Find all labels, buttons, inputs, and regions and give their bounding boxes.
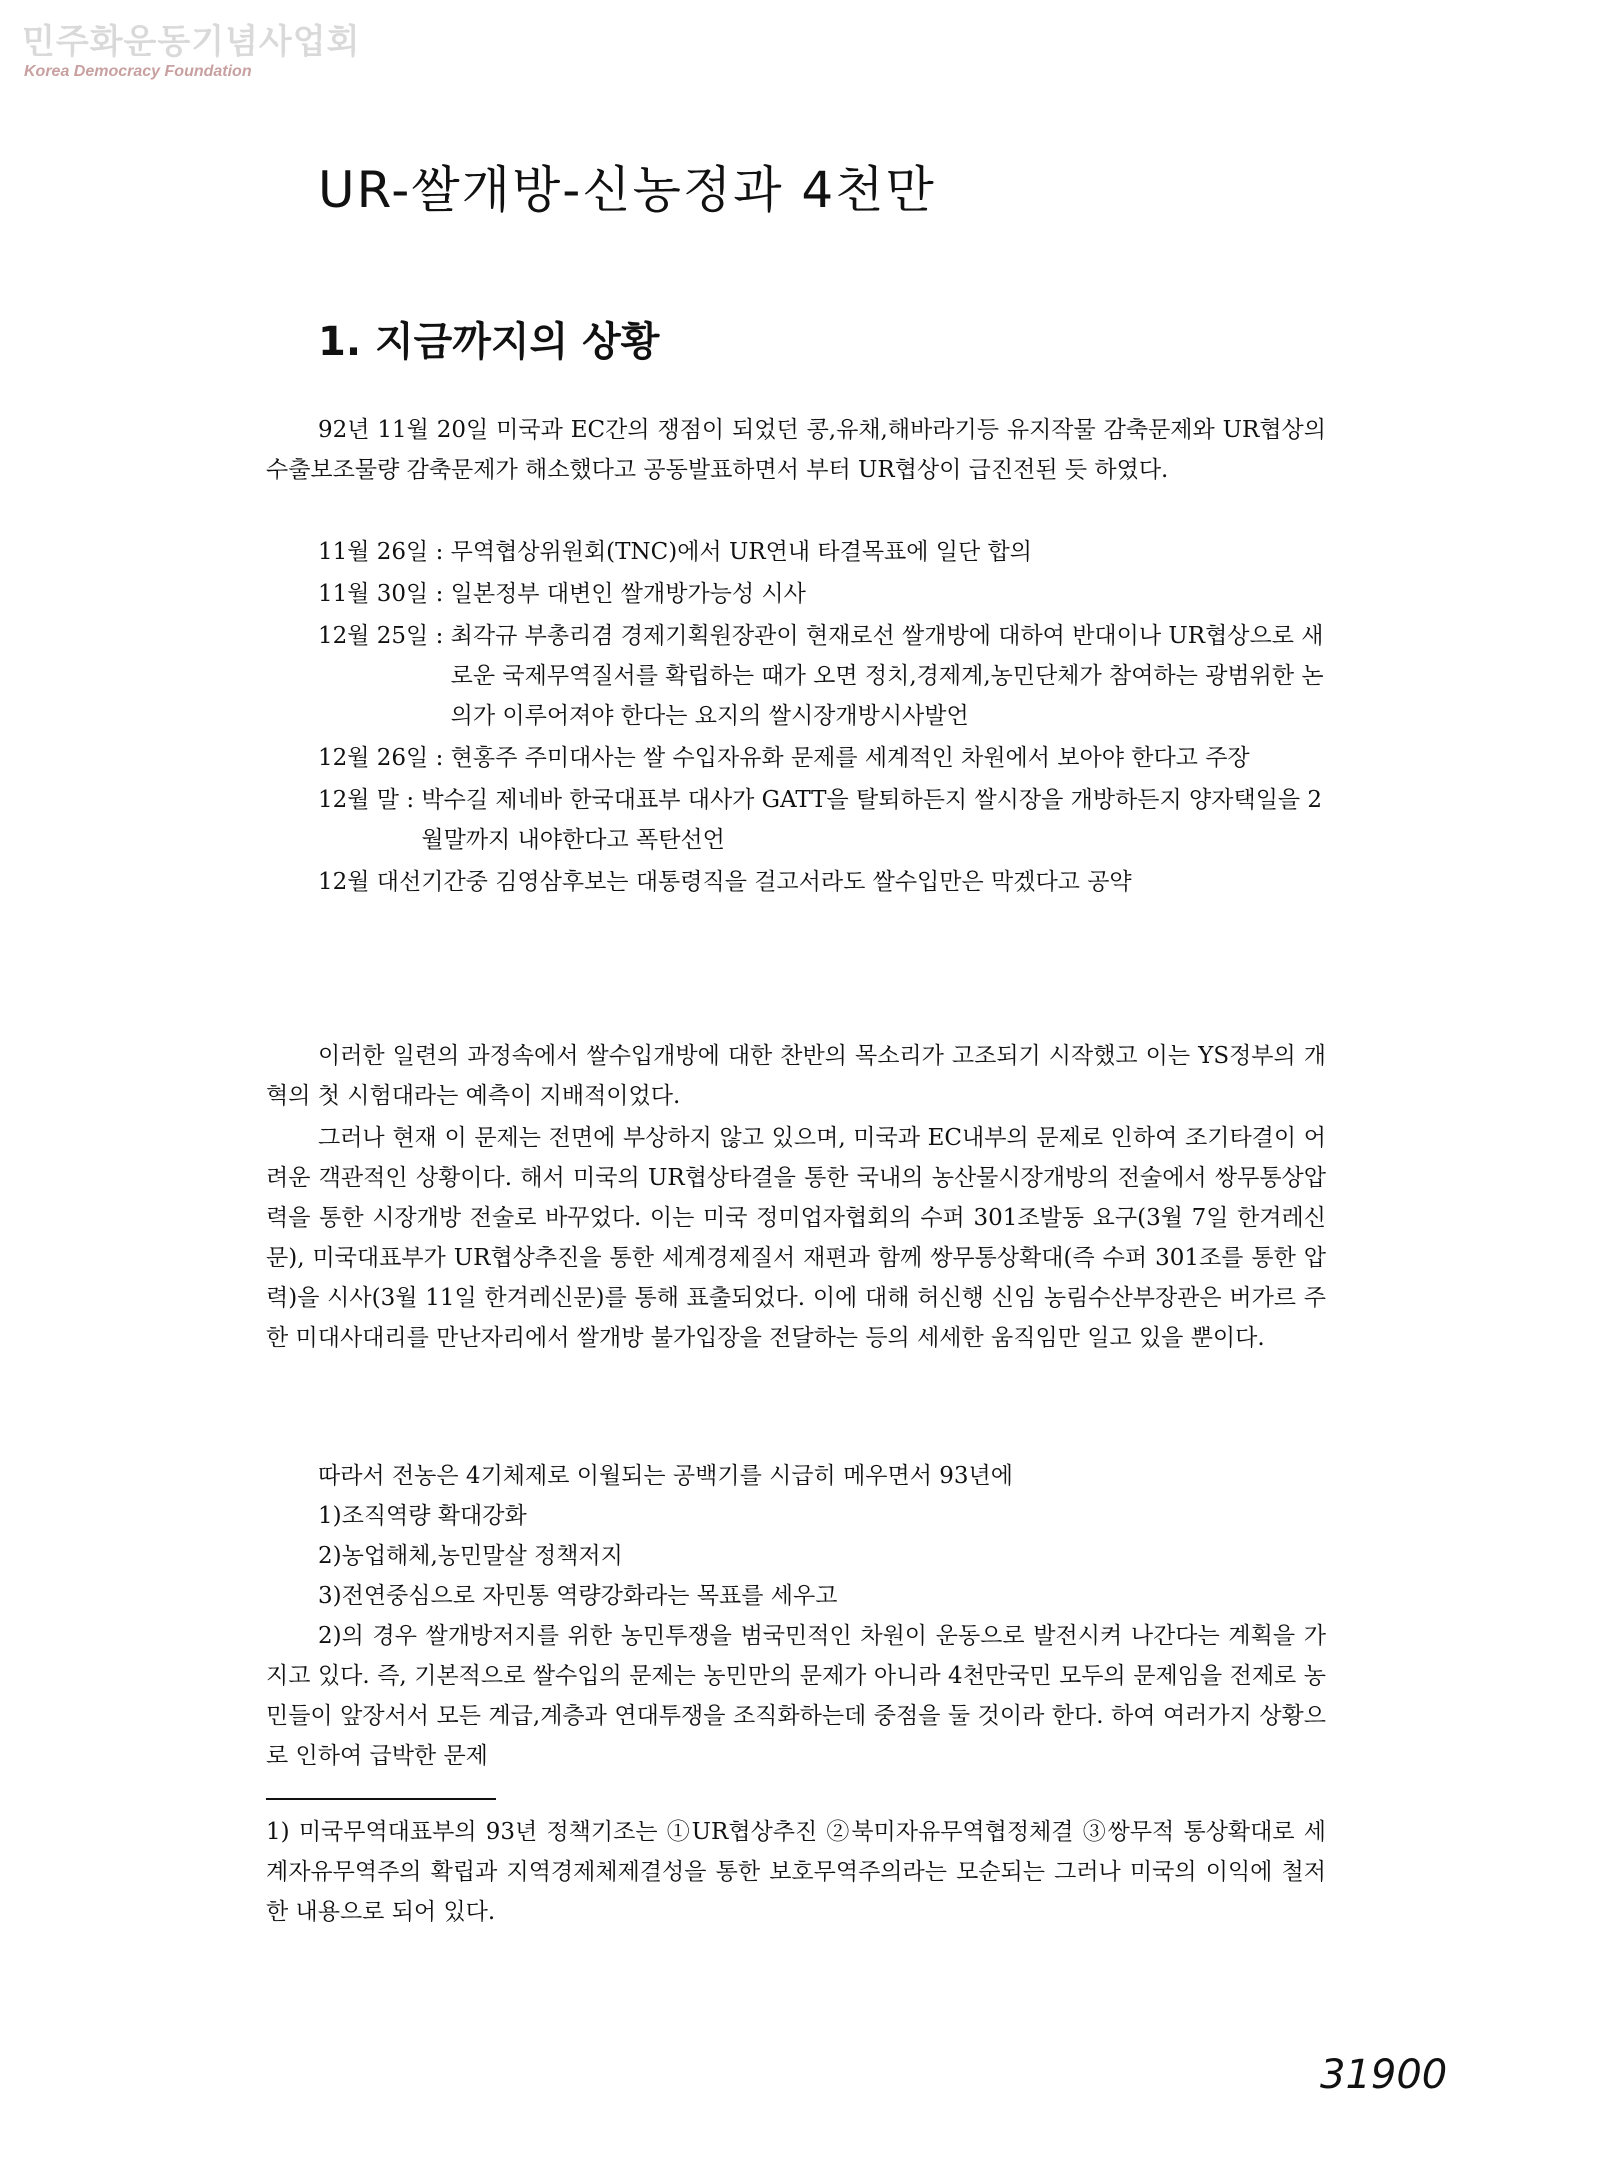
watermark-logo [22, 22, 360, 82]
footnote-divider [266, 1798, 496, 1800]
section-heading: 1. 지금까지의 상황 [318, 319, 660, 365]
paragraph-4: 2)의 경우 쌀개방저지를 위한 농민투쟁을 범국민적인 차원이 운동으로 발전시켜 나간다는 계획을 가지고 있다. 즉, 기본적으로 쌀수입의 문제는 농민만의 문제가 아니라 4천만국민 모두의 문제임을 전제로 농민들이 앞장서서 모든 계급,계층과 연대투쟁을 조직화하는데 중점을 둘 것이라 한다. 하여 여러가지 상황으로 인하여 급박한 문제 [266, 1623, 1326, 1769]
timeline-text: 일본정부 대변인 쌀개방가능성 시사 [450, 581, 806, 607]
timeline-date: 11월 26일 : [318, 539, 451, 565]
document-title: UR-쌀개방-신농정과 4천만 [318, 161, 936, 219]
timeline-text: 무역협상위원회(TNC)에서 UR연내 타결목표에 일단 합의 [450, 539, 1032, 565]
timeline-item [318, 862, 1328, 902]
timeline-text: 대선기간중 김영삼후보는 대통령직을 걸고서라도 쌀수입만은 막겠다고 공약 [376, 869, 1132, 895]
timeline-item [318, 574, 1328, 614]
paragraph-2: 그러나 현재 이 문제는 전면에 부상하지 않고 있으며, 미국과 EC내부의 문제로 인하여 조기타결이 어려운 객관적인 상황이다. 해서 미국의 UR협상타결을 통한 국내의 농산물시장개방의 전술에서 쌍무통상압력을 통한 시장개방 전술로 바꾸었다. 이는 미국 정미업자협회의 수퍼 301조발동 요구(3월 7일 한겨레신문), 미국대표부가 UR협상추진을 통한 세계경제질서 재편과 함께 쌍무통상확대(즉 수퍼 301조를 통한 압력)을 시사(3월 11일 한겨레신문)를 통해 표출되었다. 이에 대해 허신행 신임 농림수산부장관은 버가르 주한 미대사대리를 만난자리에서 쌀개방 불가입장을 전달하는 등의 세세한 움직임만 일고 있을 뿐이다. [266, 1125, 1326, 1351]
goal-item: 2)농업해체,농민말살 정책저지 [318, 1543, 623, 1569]
footnote: 1) 미국무역대표부의 93년 정책기조는 ①UR협상추진 ②북미자유무역협정체결 ③쌍무적 통상확대로 세계자유무역주의 확립과 지역경제체제결성을 통한 보호무역주의라는 모순되는 그러나 미국의 이익에 철저한 내용으로 되어 있다. [266, 1819, 1326, 1925]
paragraph-1: 이러한 일련의 과정속에서 쌀수입개방에 대한 찬반의 목소리가 고조되기 시작했고 이는 YS정부의 개혁의 첫 시험대라는 예측이 지배적이었다. [266, 1043, 1326, 1109]
paragraph-3: 따라서 전농은 4기체제로 이월되는 공백기를 시급히 메우면서 93년에 [318, 1463, 1013, 1489]
timeline-item [318, 780, 1328, 860]
timeline-item [318, 738, 1328, 778]
goal-item: 1)조직역량 확대강화 [318, 1503, 527, 1529]
timeline-date: 12월 말 : [318, 787, 422, 813]
watermark-english: Korea Democracy Foundation [24, 63, 252, 80]
watermark-korean: 민주화운동기념사업회 [22, 22, 361, 62]
timeline-date: 12월 [318, 869, 377, 895]
timeline-date: 11월 30일 : [318, 581, 451, 607]
goal-item: 3)전연중심으로 자민통 역량강화라는 목표를 세우고 [318, 1583, 838, 1609]
timeline-text: 현홍주 주미대사는 쌀 수입자유화 문제를 세계적인 차원에서 보아야 한다고 주장 [450, 745, 1250, 771]
timeline-date: 12월 26일 : [318, 745, 451, 771]
timeline-text: 박수길 제네바 한국대표부 대사가 GATT을 탈퇴하든지 쌀시장을 개방하든지 양자택일을 2월말까지 내야한다고 폭탄선언 [421, 787, 1323, 853]
timeline-item [318, 616, 1328, 736]
timeline-date: 12월 25일 : [318, 623, 451, 649]
intro-paragraph: 92년 11월 20일 미국과 EC간의 쟁점이 되었던 콩,유채,해바라기등 유지작물 감축문제와 UR협상의 수출보조물량 감축문제가 해소했다고 공동발표하면서 부터 UR협상이 급진전된 듯 하였다. [266, 417, 1326, 483]
timeline-item [318, 532, 1328, 572]
handwritten-page-number: 31900 [1320, 2052, 1448, 2098]
timeline-text: 최각규 부총리겸 경제기획원장관이 현재로선 쌀개방에 대하여 반대이나 UR협상으로 새로운 국제무역질서를 확립하는 때가 오면 정치,경제계,농민단체가 참여하는 광범위한 논의가 이루어져야 한다는 요지의 쌀시장개방시사발언 [450, 623, 1324, 729]
timeline-list [318, 532, 1328, 904]
